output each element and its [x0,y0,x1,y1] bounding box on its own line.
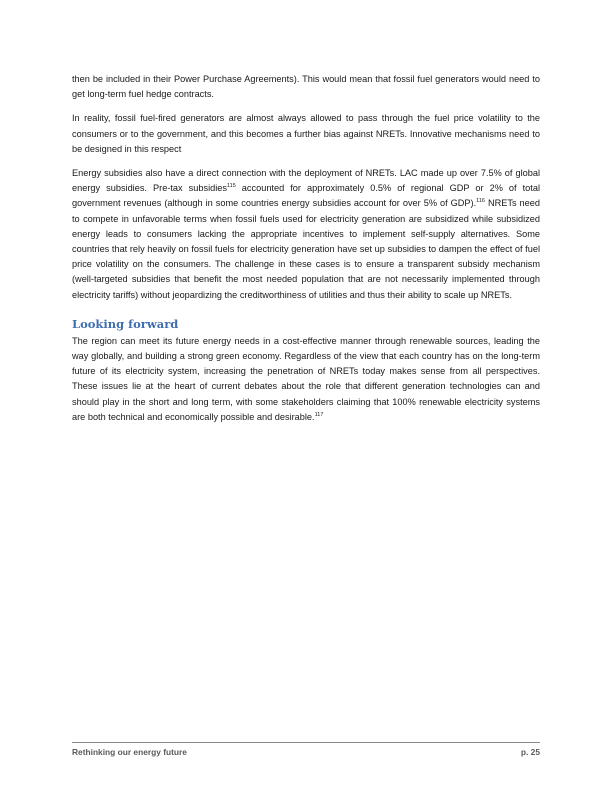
section-heading: Looking forward [72,316,179,331]
paragraph-fuel-volatility: In reality, fossil fuel-fired generators are almost always allowed to pass through the fuel price volatility to the consumers or to the government, and this becomes a further bias against NRETs. Innovative mechanisms need to be designed in this respect [72,113,540,154]
paragraph-ppa: then be included in their Power Purchase Agreements). This would mean that fossil fuel generators would need to get long-term fuel hedge contracts. [72,74,540,100]
subsidies-text-b: accounted for approximately 0.5% of regional GDP or 2% of total government revenues (although in some countries energy subsidies account for over 5% of GDP). [72,183,540,209]
page-footer [72,742,540,757]
looking-forward-text: The region can meet its future energy needs in a cost-effective manner through renewable sources, leading the way globally, and building a strong green economy. Regardless of the view that each country has on the long-term future of its electricity system, increasing the penetration of NRETs today makes sense from all perspectives. These issues lie at the heart of current debates about the role that different generation technologies can and should play in the short and long term, with some stakeholders claiming that 100% renewable electricity systems are both technical and economically possible and desirable. [72,335,540,422]
footnote-ref-116[interactable]: 116 [476,198,485,205]
footer-title: Rethinking our energy future [72,747,187,757]
page-number: p. 25 [520,747,540,757]
footnote-ref-117[interactable]: 117 [314,411,324,418]
footnote-ref-115[interactable]: 115 [226,183,236,190]
subsidies-text-c: NRETs need to compete in unfavorable terms when fossil fuels used for electricity generation are subsidized while subsidized energy leads to consumers lacking the appropriate incentives to implement self-supply alternatives. Some countries that rely heavily on fossil fuels for electricity generation have set up subsidies to dampen the effect of fuel price volatility on the consumers. The challenge in these cases is to ensure a transparent subsidy mechanism (well-targeted subsidies that benefit the most needed population that are not necessarily implemented through electricity tariffs) without jeopardizing the creditworthiness of utilities and thus their ability to scale up NRETs. [72,198,540,300]
subsidies-text-a: Energy subsidies also have a direct connection with the deployment of NRETs. LAC made up over 7.5% of global energy subsidies. Pre-tax subsidies [72,168,540,194]
paragraph-subsidies [72,166,540,303]
paragraph-looking-forward [72,334,540,425]
page-body [72,72,540,434]
